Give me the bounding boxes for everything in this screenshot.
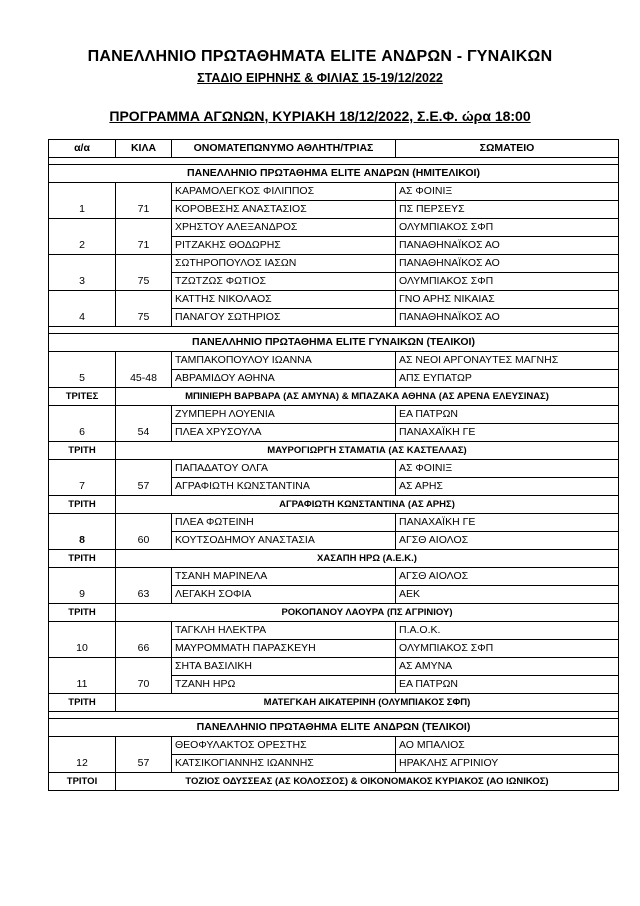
club-name: ΑΓΣΘ ΑΙΟΛΟΣ [396, 568, 619, 586]
club-name: ΠΣ ΠΕΡΣΕΥΣ [396, 201, 619, 219]
weight-class: 54 [116, 406, 172, 442]
spacer-cell [49, 327, 619, 334]
section-row [49, 165, 619, 183]
section-title: ΠΑΝΕΛΛΗΝΙΟ ΠΡΩΤΑΘΗΜΑ ELITE ΓΥΝΑΙΚΩΝ (ΤΕΛΙΚΟΙ) [49, 334, 619, 352]
club-name: ΠΑΝΑΘΗΝΑΪΚΟΣ ΑΟ [396, 237, 619, 255]
club-name: ΑΣ ΑΜΥΝΑ [396, 658, 619, 676]
bout-row [49, 658, 619, 676]
club-name: ΟΛΥΜΠΙΑΚΟΣ ΣΦΠ [396, 640, 619, 658]
club-name: ΑΣ ΦΟΙΝΙΞ [396, 460, 619, 478]
club-name: ΗΡΑΚΛΗΣ ΑΓΡΙΝΙΟΥ [396, 755, 619, 773]
result-row [49, 773, 619, 791]
athlete-name: ΚΑΤΣΙΚΟΓΙΑΝΝΗΣ ΙΩΑΝΝΗΣ [172, 755, 396, 773]
club-name: ΑΟ ΜΠΑΛΙΟΣ [396, 737, 619, 755]
program-heading: ΠΡΟΓΡΑΜΜΑ ΑΓΩΝΩΝ, ΚΥΡΙΑΚΗ 18/12/2022, Σ.Ε.Φ. ώρα 18:00 [109, 108, 531, 124]
section-row [49, 334, 619, 352]
result-row [49, 550, 619, 568]
club-name: ΕΑ ΠΑΤΡΩΝ [396, 406, 619, 424]
bout-number: 6 [49, 406, 116, 442]
bout-number: 8 [49, 514, 116, 550]
athlete-name: ΖΥΜΠΕΡΗ ΛΟΥΕΝΙΑ [172, 406, 396, 424]
athlete-name: ΑΓΡΑΦΙΩΤΗ ΚΩΝΣΤΑΝΤΙΝΑ [172, 478, 396, 496]
club-name: ΑΕΚ [396, 586, 619, 604]
club-name: ΑΣ ΦΟΙΝΙΞ [396, 183, 619, 201]
weight-class: 70 [116, 658, 172, 694]
bout-row [49, 183, 619, 201]
club-name: ΠΑΝΑΧΑΪΚΗ ΓΕ [396, 514, 619, 532]
club-name: ΠΑΝΑΘΗΝΑΪΚΟΣ ΑΟ [396, 255, 619, 273]
col-header-club: ΣΩΜΑΤΕΙΟ [396, 140, 619, 158]
schedule-table [48, 139, 619, 791]
bout-number: 3 [49, 255, 116, 291]
spacer-cell [49, 712, 619, 719]
club-name: ΕΑ ΠΑΤΡΩΝ [396, 676, 619, 694]
result-label: ΤΡΙΤΕΣ [49, 388, 116, 406]
result-text: ΜΑΤΕΓΚΑΗ ΑΙΚΑΤΕΡΙΝΗ (ΟΛΥΜΠΙΑΚΟΣ ΣΦΠ) [116, 694, 619, 712]
weight-class: 66 [116, 622, 172, 658]
bout-number: 11 [49, 658, 116, 694]
section-title: ΠΑΝΕΛΛΗΝΙΟ ΠΡΩΤΑΘΗΜΑ ELITE ΑΝΔΡΩΝ (ΗΜΙΤΕΛΙΚΟΙ) [49, 165, 619, 183]
col-header-athlete: ΟΝΟΜΑΤΕΠΩΝΥΜΟ ΑΘΛΗΤΗ/ΤΡΙΑΣ [172, 140, 396, 158]
athlete-name: ΡΙΤΖΑΚΗΣ ΘΟΔΩΡΗΣ [172, 237, 396, 255]
result-label: ΤΡΙΤΗ [49, 496, 116, 514]
section-row [49, 719, 619, 737]
result-row [49, 388, 619, 406]
athlete-name: ΚΑΤΤΗΣ ΝΙΚΟΛΑΟΣ [172, 291, 396, 309]
result-text: ΡΟΚΟΠΑΝΟΥ ΛΑΟΥΡΑ (ΠΣ ΑΓΡΙΝΙΟΥ) [116, 604, 619, 622]
result-text: ΜΑΥΡΟΓΙΩΡΓΗ ΣΤΑΜΑΤΙΑ (ΑΣ ΚΑΣΤΕΛΛΑΣ) [116, 442, 619, 460]
bout-row [49, 219, 619, 237]
col-header-no: α/α [49, 140, 116, 158]
bout-row [49, 291, 619, 309]
result-row [49, 442, 619, 460]
result-label: ΤΡΙΤΟΙ [49, 773, 116, 791]
bout-number: 7 [49, 460, 116, 496]
result-text: ΤΟΖΙΟΣ ΟΔΥΣΣΕΑΣ (ΑΣ ΚΟΛΟΣΣΟΣ) & ΟΙΚΟΝΟΜΑΚΟΣ ΚΥΡΙΑΚΟΣ (ΑΟ ΙΩΝΙΚΟΣ) [116, 773, 619, 791]
club-name: ΑΣ ΝΕΟΙ ΑΡΓΟΝΑΥΤΕΣ ΜΑΓΝΗΣ [396, 352, 619, 370]
bout-row [49, 568, 619, 586]
col-header-kg: ΚΙΛΑ [116, 140, 172, 158]
club-name: ΓΝΟ ΑΡΗΣ ΝΙΚΑΙΑΣ [396, 291, 619, 309]
result-label: ΤΡΙΤΗ [49, 442, 116, 460]
bout-row [49, 406, 619, 424]
spacer-row [49, 158, 619, 165]
spacer-row [49, 327, 619, 334]
athlete-name: ΧΡΗΣΤΟΥ ΑΛΕΞΑΝΔΡΟΣ [172, 219, 396, 237]
bout-row [49, 737, 619, 755]
club-name: ΑΠΣ ΕΥΠΑΤΩΡ [396, 370, 619, 388]
page-title: ΠΑΝΕΛΛΗΝΙΟ ΠΡΩΤΑΘΗΜΑΤΑ ELITE ΑΝΔΡΩΝ - ΓΥΝΑΙΚΩΝ [87, 48, 553, 65]
weight-class: 71 [116, 183, 172, 219]
bout-row [49, 255, 619, 273]
bout-row [49, 460, 619, 478]
bout-number: 2 [49, 219, 116, 255]
club-name: ΑΣ ΑΡΗΣ [396, 478, 619, 496]
spacer-row [49, 712, 619, 719]
athlete-name: ΚΟΥΤΣΟΔΗΜΟΥ ΑΝΑΣΤΑΣΙΑ [172, 532, 396, 550]
bout-number: 12 [49, 737, 116, 773]
athlete-name: ΤΑΓΚΛΗ ΗΛΕΚΤΡΑ [172, 622, 396, 640]
bout-number: 4 [49, 291, 116, 327]
athlete-name: ΣΩΤΗΡΟΠΟΥΛΟΣ ΙΑΣΩΝ [172, 255, 396, 273]
weight-class: 75 [116, 291, 172, 327]
result-label: ΤΡΙΤΗ [49, 604, 116, 622]
result-row [49, 694, 619, 712]
result-label: ΤΡΙΤΗ [49, 550, 116, 568]
athlete-name: ΠΑΝΑΓΟΥ ΣΩΤΗΡΙΟΣ [172, 309, 396, 327]
venue-subtitle: ΣΤΑΔΙΟ ΕΙΡΗΝΗΣ & ΦΙΛΙΑΣ 15-19/12/2022 [197, 71, 443, 85]
bout-number: 10 [49, 622, 116, 658]
athlete-name: ΠΛΕΑ ΧΡΥΣΟΥΛΑ [172, 424, 396, 442]
club-name: ΟΛΥΜΠΙΑΚΟΣ ΣΦΠ [396, 273, 619, 291]
athlete-name: ΚΑΡΑΜΟΛΕΓΚΟΣ ΦΙΛΙΠΠΟΣ [172, 183, 396, 201]
result-text: ΧΑΣΑΠΗ ΗΡΩ (Α.Ε.Κ.) [116, 550, 619, 568]
athlete-name: ΤΖΩΤΖΩΣ ΦΩΤΙΟΣ [172, 273, 396, 291]
club-name: ΠΑΝΑΘΗΝΑΪΚΟΣ ΑΟ [396, 309, 619, 327]
spacer-cell [49, 158, 619, 165]
athlete-name: ΠΛΕΑ ΦΩΤΕΙΝΗ [172, 514, 396, 532]
athlete-name: ΘΕΟΦΥΛΑΚΤΟΣ ΟΡΕΣΤΗΣ [172, 737, 396, 755]
athlete-name: ΑΒΡΑΜΙΔΟΥ ΑΘΗΝΑ [172, 370, 396, 388]
athlete-name: ΤΑΜΠΑΚΟΠΟΥΛΟΥ ΙΩΑΝΝΑ [172, 352, 396, 370]
weight-class: 60 [116, 514, 172, 550]
weight-class: 57 [116, 737, 172, 773]
weight-class: 57 [116, 460, 172, 496]
result-text: ΜΠΙΝΙΕΡΗ ΒΑΡΒΑΡΑ (ΑΣ ΑΜΥΝΑ) & ΜΠΑΖΑΚΑ ΑΘΗΝΑ (ΑΣ ΑΡΕΝΑ ΕΛΕΥΣΙΝΑΣ) [116, 388, 619, 406]
bout-row [49, 352, 619, 370]
athlete-name: ΠΑΠΑΔΑΤΟΥ ΟΛΓΑ [172, 460, 396, 478]
club-name: ΑΓΣΘ ΑΙΟΛΟΣ [396, 532, 619, 550]
section-title: ΠΑΝΕΛΛΗΝΙΟ ΠΡΩΤΑΘΗΜΑ ELITE ΑΝΔΡΩΝ (ΤΕΛΙΚΟΙ) [49, 719, 619, 737]
weight-class: 63 [116, 568, 172, 604]
athlete-name: ΤΣΑΝΗ ΜΑΡΙΝΕΛΑ [172, 568, 396, 586]
result-row [49, 604, 619, 622]
athlete-name: ΛΕΓΑΚΗ ΣΟΦΙΑ [172, 586, 396, 604]
weight-class: 71 [116, 219, 172, 255]
athlete-name: ΤΖΑΝΗ ΗΡΩ [172, 676, 396, 694]
bout-number: 1 [49, 183, 116, 219]
weight-class: 45-48 [116, 352, 172, 388]
result-row [49, 496, 619, 514]
bout-row [49, 622, 619, 640]
result-label: ΤΡΙΤΗ [49, 694, 116, 712]
weight-class: 75 [116, 255, 172, 291]
athlete-name: ΜΑΥΡΟΜΜΑΤΗ ΠΑΡΑΣΚΕΥΗ [172, 640, 396, 658]
result-text: ΑΓΡΑΦΙΩΤΗ ΚΩΝΣΤΑΝΤΙΝΑ (ΑΣ ΑΡΗΣ) [116, 496, 619, 514]
table-header-row [49, 140, 619, 158]
bout-number: 9 [49, 568, 116, 604]
athlete-name: ΣΗΤΑ ΒΑΣΙΛΙΚΗ [172, 658, 396, 676]
bout-number: 5 [49, 352, 116, 388]
club-name: ΠΑΝΑΧΑΪΚΗ ΓΕ [396, 424, 619, 442]
club-name: ΟΛΥΜΠΙΑΚΟΣ ΣΦΠ [396, 219, 619, 237]
club-name: Π.Α.Ο.Κ. [396, 622, 619, 640]
athlete-name: ΚΟΡΟΒΕΣΗΣ ΑΝΑΣΤΑΣΙΟΣ [172, 201, 396, 219]
bout-row [49, 514, 619, 532]
